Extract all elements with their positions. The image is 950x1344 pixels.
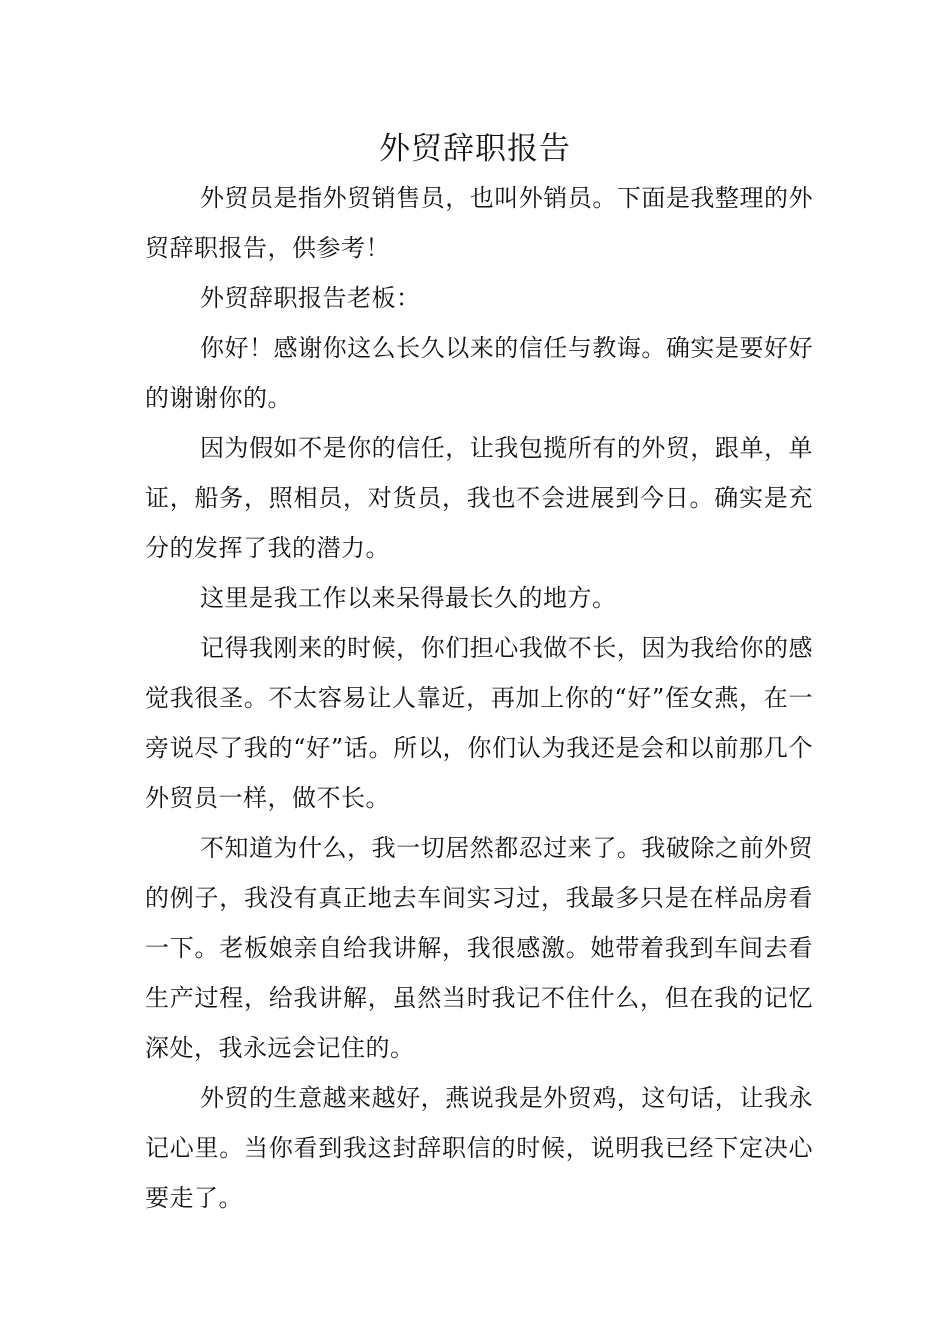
paragraph-longest-stay: 这里是我工作以来呆得最长久的地方。 (200, 584, 617, 612)
paragraph-memory: 记得我刚来的时候，你们担心我做不长，因为我给你的感觉我很圣。不太容易让人靠近，再加上你的“好”侄女燕，在一旁说尽了我的“好”话。所以，你们认为我还是会和以前那几个外贸员一样，做不长。 (145, 634, 813, 812)
document-title: 外贸辞职报告 (379, 131, 571, 167)
paragraph-reason: 因为假如不是你的信任，让我包揽所有的外贸，跟单，单证，船务，照相员，对货员，我也不会进展到今日。确实是充分的发挥了我的潜力。 (145, 434, 813, 562)
paragraph-greeting: 你好！感谢你这么长久以来的信任与教诲。确实是要好好的谢谢你的。 (145, 334, 813, 412)
document-body (145, 173, 813, 1223)
paragraph-salutation: 外贸辞职报告老板： (200, 284, 421, 312)
paragraph-intro: 外贸员是指外贸销售员，也叫外销员。下面是我整理的外贸辞职报告，供参考！ (145, 184, 813, 262)
paragraph-decision: 外贸的生意越来越好，燕说我是外贸鸡，这句话，让我永记心里。当你看到我这封辞职信的时候，说明我已经下定决心要走了。 (145, 1084, 813, 1212)
paragraph-endured: 不知道为什么，我一切居然都忍过来了。我破除之前外贸的例子，我没有真正地去车间实习过，我最多只是在样品房看一下。老板娘亲自给我讲解，我很感激。她带着我到车间去看生产过程，给我讲解，虽然当时我记不住什么，但在我的记忆深处，我永远会记住的。 (145, 834, 813, 1062)
